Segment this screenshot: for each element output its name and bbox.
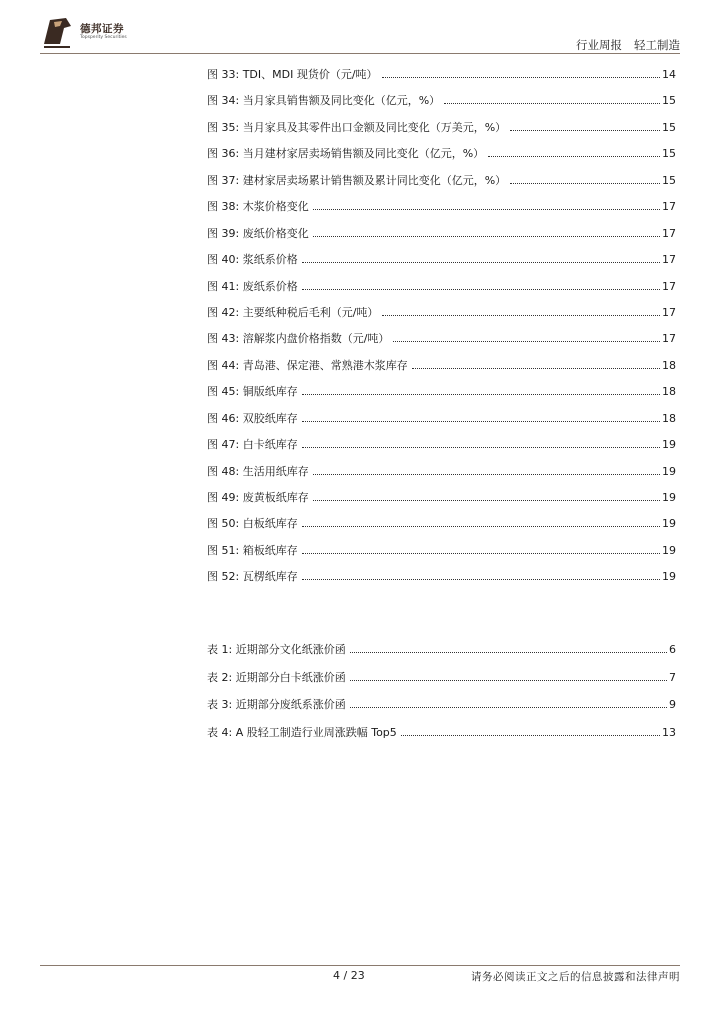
toc-entry-page: 17 xyxy=(662,253,676,267)
toc-entry[interactable] xyxy=(207,120,676,146)
dot-leader xyxy=(350,680,667,681)
dot-leader xyxy=(313,209,660,210)
report-category xyxy=(576,37,680,53)
toc-entry-label: 图 38: 木浆价格变化 xyxy=(207,200,309,214)
dot-leader xyxy=(510,130,660,131)
toc-entry-page: 17 xyxy=(662,200,676,214)
toc-entry-page: 19 xyxy=(662,570,676,584)
toc-entry-label: 图 37: 建材家居卖场累计销售额及累计同比变化（亿元，%） xyxy=(207,173,507,187)
toc-entry-page: 9 xyxy=(669,698,676,712)
toc-entry[interactable] xyxy=(207,516,676,542)
dot-leader xyxy=(401,735,660,736)
dot-leader xyxy=(444,103,660,104)
legal-disclaimer: 请务必阅读正文之后的信息披露和法律声明 xyxy=(471,971,680,983)
toc-entry-page: 19 xyxy=(662,491,676,504)
toc-entry[interactable] xyxy=(207,569,676,595)
header-divider xyxy=(40,53,680,54)
toc-entry[interactable] xyxy=(207,199,676,225)
toc-entry-page: 15 xyxy=(662,94,676,108)
toc-entry-page: 15 xyxy=(662,173,676,187)
figure-index xyxy=(207,67,676,596)
toc-entry-page: 14 xyxy=(662,68,676,81)
toc-entry-page: 17 xyxy=(662,332,676,346)
toc-entry-label: 图 44: 青岛港、保定港、常熟港木浆库存 xyxy=(207,358,408,372)
toc-entry[interactable] xyxy=(207,173,676,199)
toc-entry[interactable] xyxy=(207,226,676,252)
toc-entry[interactable] xyxy=(207,437,676,463)
toc-entry-label: 图 41: 废纸系价格 xyxy=(207,279,298,293)
toc-entry[interactable] xyxy=(207,670,676,698)
toc-entry-label: 表 4: A 股轻工制造行业周涨跌幅 Top5 xyxy=(207,725,397,739)
toc-entry[interactable] xyxy=(207,543,676,569)
toc-entry-label: 图 34: 当月家具销售额及同比变化（亿元，%） xyxy=(207,94,441,108)
dot-leader xyxy=(382,77,660,78)
brand-logo xyxy=(40,14,150,50)
toc-entry-page: 6 xyxy=(669,643,676,656)
toc-entry-page: 19 xyxy=(662,438,676,452)
footer-divider xyxy=(40,965,680,966)
toc-entry-label: 图 33: TDI、MDI 现货价（元/吨） xyxy=(207,68,378,81)
dot-leader xyxy=(488,156,660,157)
toc-entry-label: 图 39: 废纸价格变化 xyxy=(207,226,309,240)
toc-entry-label: 图 43: 溶解浆内盘价格指数（元/吨） xyxy=(207,332,390,346)
toc-entry[interactable] xyxy=(207,384,676,410)
toc-entry[interactable] xyxy=(207,490,676,516)
dot-leader xyxy=(302,447,660,448)
toc-entry-page: 17 xyxy=(662,279,676,293)
dot-leader xyxy=(302,579,660,580)
dot-leader xyxy=(382,315,660,316)
toc-entry[interactable] xyxy=(207,642,676,670)
dot-leader xyxy=(510,183,660,184)
toc-entry-page: 13 xyxy=(662,725,676,739)
horse-head-logo-icon xyxy=(40,14,74,50)
dot-leader xyxy=(302,262,660,263)
toc-entry-page: 7 xyxy=(669,670,676,684)
toc-entry-label: 表 2: 近期部分白卡纸涨价函 xyxy=(207,670,346,684)
toc-entry-page: 19 xyxy=(662,517,676,531)
page-header xyxy=(40,14,680,54)
toc-entry[interactable] xyxy=(207,464,676,490)
toc-entry-label: 图 36: 当月建材家居卖场销售额及同比变化（亿元，%） xyxy=(207,147,485,161)
toc-entry-label: 图 46: 双胶纸库存 xyxy=(207,411,298,425)
dot-leader xyxy=(302,394,660,395)
toc-entry[interactable] xyxy=(207,411,676,437)
toc-entry-page: 18 xyxy=(662,358,676,372)
toc-entry-label: 图 47: 白卡纸库存 xyxy=(207,438,298,452)
toc-entry-label: 图 49: 废黄板纸库存 xyxy=(207,491,309,504)
dot-leader xyxy=(393,341,660,342)
dot-leader xyxy=(350,707,667,708)
toc-entry[interactable] xyxy=(207,725,676,753)
toc-entry[interactable] xyxy=(207,331,676,357)
toc-entry-page: 15 xyxy=(662,120,676,134)
toc-entry-page: 18 xyxy=(662,385,676,399)
toc-entry-page: 17 xyxy=(662,305,676,319)
toc-entry[interactable] xyxy=(207,279,676,305)
dot-leader xyxy=(302,526,660,527)
dot-leader xyxy=(313,474,660,475)
dot-leader xyxy=(302,421,660,422)
toc-entry-page: 19 xyxy=(662,543,676,557)
toc-entry[interactable] xyxy=(207,697,676,725)
dot-leader xyxy=(302,289,660,290)
toc-entry-label: 图 45: 铜版纸库存 xyxy=(207,385,298,399)
toc-entry-label: 图 40: 浆纸系价格 xyxy=(207,253,298,267)
toc-entry-label: 图 42: 主要纸种税后毛利（元/吨） xyxy=(207,305,379,319)
toc-entry-label: 表 3: 近期部分废纸系涨价函 xyxy=(207,698,346,712)
dot-leader xyxy=(313,500,660,501)
section-label: 行业周报 xyxy=(576,38,622,52)
toc-entry-page: 15 xyxy=(662,147,676,161)
page-number: 4 / 23 xyxy=(333,969,365,982)
toc-entry[interactable] xyxy=(207,252,676,278)
toc-entry-page: 17 xyxy=(662,226,676,240)
dot-leader xyxy=(412,368,660,369)
toc-entry[interactable] xyxy=(207,67,676,93)
toc-entry-label: 图 48: 生活用纸库存 xyxy=(207,464,309,478)
toc-entry-label: 图 51: 箱板纸库存 xyxy=(207,543,298,557)
dot-leader xyxy=(302,553,660,554)
brand-name-cn: 德邦证券 xyxy=(80,23,124,35)
toc-entry[interactable] xyxy=(207,93,676,119)
toc-entry-page: 18 xyxy=(662,411,676,425)
dot-leader xyxy=(313,236,660,237)
toc-entry-label: 图 35: 当月家具及其零件出口金额及同比变化（万美元，%） xyxy=(207,120,507,134)
toc-entry-label: 图 52: 瓦楞纸库存 xyxy=(207,570,298,584)
toc-entry-page: 19 xyxy=(662,464,676,478)
table-index xyxy=(207,642,676,752)
toc-entry[interactable] xyxy=(207,146,676,172)
toc-entry-label: 表 1: 近期部分文化纸涨价函 xyxy=(207,643,346,656)
toc-entry[interactable] xyxy=(207,305,676,331)
toc-entry[interactable] xyxy=(207,358,676,384)
industry-label: 轻工制造 xyxy=(634,38,680,52)
brand-name-en: Topsperity Securities xyxy=(80,35,127,40)
toc-entry-label: 图 50: 白板纸库存 xyxy=(207,517,298,531)
dot-leader xyxy=(350,652,667,653)
